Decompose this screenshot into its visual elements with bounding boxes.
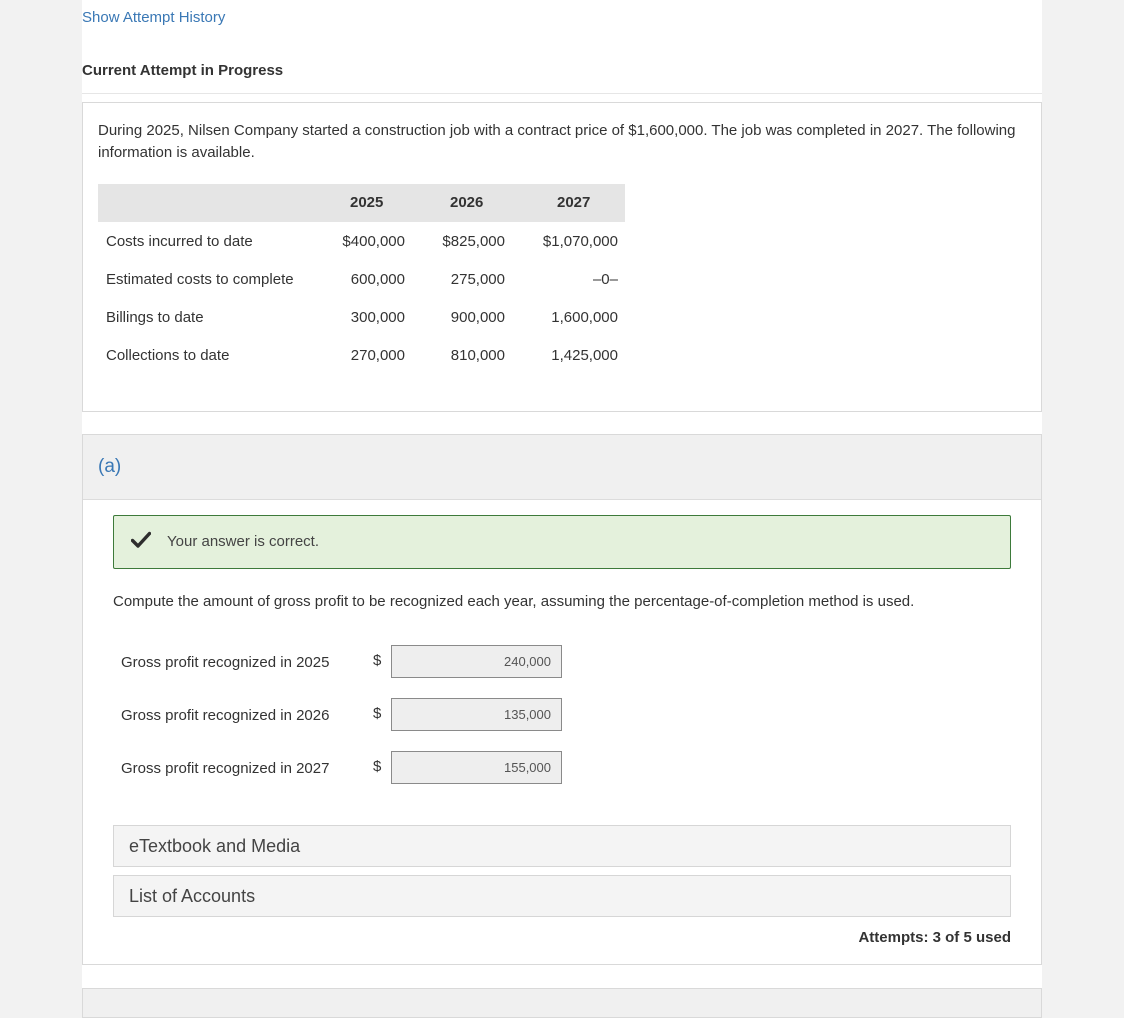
answer-row-2025 (121, 645, 571, 679)
row-label: Billings to date (106, 309, 204, 326)
part-a-header (83, 435, 1041, 500)
column-header-2025: 2025 (350, 194, 384, 211)
answer-row-2026 (121, 698, 571, 732)
column-header-2026: 2026 (450, 194, 484, 211)
table-cell: 810,000 (450, 347, 505, 364)
row-label: Estimated costs to complete (106, 271, 294, 288)
currency-symbol: $ (373, 758, 382, 775)
table-cell: 600,000 (350, 271, 405, 288)
row-label: Costs incurred to date (106, 233, 253, 250)
currency-symbol: $ (373, 652, 382, 669)
row-label: Collections to date (106, 347, 230, 364)
instruction-text: Compute the amount of gross profit to be recognized each year, assuming the percentage-of-completion method is used. (113, 593, 915, 610)
table-cell: 275,000 (450, 271, 505, 288)
answer-row-2027 (121, 751, 571, 785)
table-cell: $825,000 (442, 233, 505, 250)
table-cell: –0– (592, 271, 618, 288)
question-box (82, 102, 1042, 412)
table-row (98, 222, 625, 260)
table-cell: $1,070,000 (542, 233, 618, 250)
list-of-accounts-label: List of Accounts (129, 886, 256, 906)
next-part-box (82, 988, 1042, 1018)
banner-text: Your answer is correct. (167, 533, 320, 550)
data-table (98, 184, 625, 374)
part-label: (a) (98, 456, 122, 477)
table-row (98, 336, 625, 374)
table-cell: 270,000 (350, 347, 405, 364)
table-cell: 300,000 (350, 309, 405, 326)
attempt-title: Current Attempt in Progress (82, 62, 284, 79)
gross-profit-2025-input[interactable] (391, 645, 562, 678)
gross-profit-2026-input[interactable] (391, 698, 562, 731)
table-cell: $400,000 (342, 233, 405, 250)
table-header (98, 184, 625, 222)
part-a-box (82, 434, 1042, 965)
currency-symbol: $ (373, 705, 382, 722)
checkmark-icon (131, 531, 151, 549)
attempts-counter: Attempts: 3 of 5 used (858, 929, 1011, 946)
etextbook-media-toggle[interactable] (113, 825, 1011, 867)
question-text: During 2025, Nilsen Company started a construction job with a contract price of $1,600,000. The job was completed in 2027. The following information is available. (98, 122, 1016, 161)
table-cell: 1,425,000 (551, 347, 618, 364)
list-of-accounts-toggle[interactable] (113, 875, 1011, 917)
correct-banner (113, 515, 1011, 569)
table-row (98, 298, 625, 336)
etextbook-media-label: eTextbook and Media (129, 836, 301, 856)
table-cell: 900,000 (450, 309, 505, 326)
answer-label: Gross profit recognized in 2027 (121, 760, 330, 777)
answer-label: Gross profit recognized in 2026 (121, 707, 330, 724)
divider (82, 93, 1042, 94)
gross-profit-2027-input[interactable] (391, 751, 562, 784)
table-cell: 1,600,000 (551, 309, 618, 326)
page (82, 0, 1042, 1000)
column-header-2027: 2027 (557, 194, 591, 211)
table-row (98, 260, 625, 298)
answer-label: Gross profit recognized in 2025 (121, 654, 330, 671)
show-attempt-history-link[interactable]: Show Attempt History (82, 9, 226, 26)
